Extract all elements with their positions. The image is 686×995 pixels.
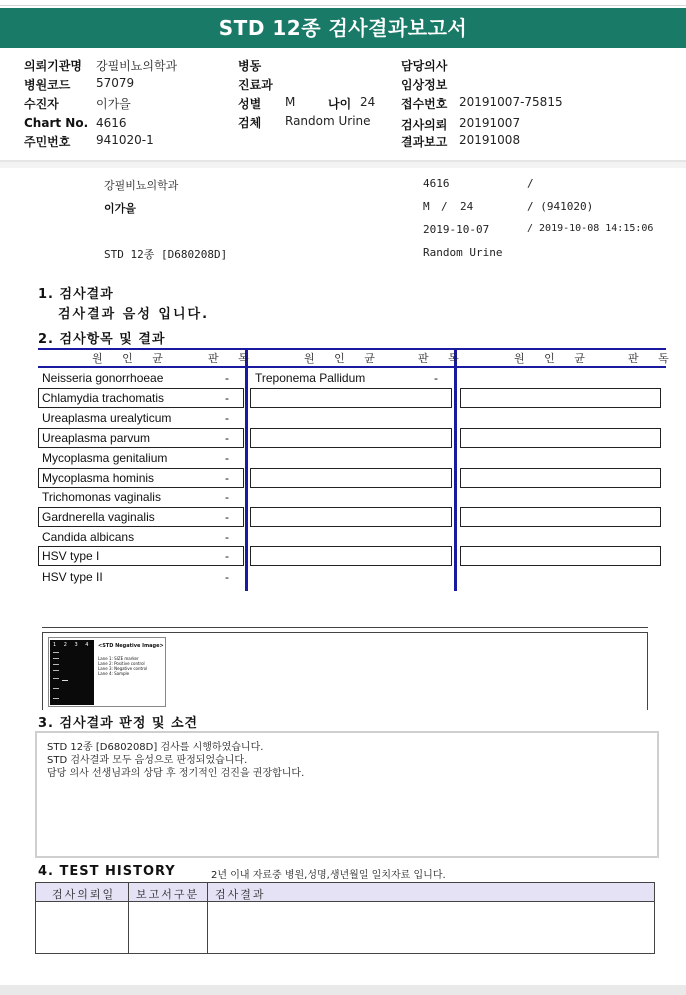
patient-label: 수진자 <box>24 97 59 111</box>
gel-band <box>53 652 59 653</box>
report-title: STD 12종 검사결과보고서 <box>0 8 686 48</box>
age-label: 나이 <box>328 97 352 111</box>
pathogen-name: Treponema Pallidum <box>255 371 366 385</box>
pathogen-name: Trichomonas vaginalis <box>42 490 161 504</box>
comment-line: STD 검사결과 모두 음성으로 판정되었습니다. <box>47 755 248 766</box>
gel-band <box>53 698 59 699</box>
pathogen-result: - <box>225 471 229 485</box>
receipt-value: 20191007-75815 <box>459 95 563 109</box>
summary-reported: / 2019-10-08 14:15:06 <box>527 223 654 234</box>
doctor-label: 담당의사 <box>401 59 448 73</box>
gel-legend-item: Lane 2: Positive control <box>98 661 145 666</box>
pathogen-name: Gardnerella vaginalis <box>42 510 155 524</box>
pathogen-result: - <box>225 490 229 504</box>
report-label: 결과보고 <box>401 135 448 149</box>
col1-head-judgement: 판 독 <box>208 352 257 365</box>
gel-title: <STD Negative Image> <box>98 643 164 649</box>
table-row <box>250 388 452 408</box>
gel-legend <box>98 656 147 676</box>
resident-label: 주민번호 <box>24 135 71 149</box>
gel-band <box>62 680 68 681</box>
hospital-code-value: 57079 <box>96 76 135 90</box>
pathogen-name: HSV type II <box>42 570 103 584</box>
pathogen-result: - <box>225 391 229 405</box>
col2-head-pathogen: 원 인 균 <box>304 352 383 365</box>
table-row <box>250 507 452 527</box>
pathogen-result: - <box>434 371 438 385</box>
table-row <box>460 428 661 448</box>
section1-result: 검사결과 음성 입니다. <box>58 307 210 322</box>
pathogen-result: - <box>225 411 229 425</box>
sex-value: M <box>285 95 296 109</box>
table-row <box>250 468 452 488</box>
specimen-label: 검체 <box>238 116 262 130</box>
table-row <box>460 546 661 566</box>
request-label: 검사의뢰 <box>401 118 448 132</box>
summary-slash-mid: / <box>441 200 448 213</box>
summary-patient: 이가을 <box>104 202 136 215</box>
resident-value: 941020-1 <box>96 133 154 147</box>
gel-band <box>53 658 59 659</box>
col3-head-judgement: 판 독 <box>628 352 677 365</box>
dept-label: 진료과 <box>238 78 273 92</box>
pathogen-result: - <box>225 451 229 465</box>
summary-chart: 4616 <box>423 177 450 190</box>
pathogen-name: Mycoplasma hominis <box>42 471 155 485</box>
table-row <box>460 507 661 527</box>
summary-birth: / (941020) <box>527 200 594 213</box>
header-shadow <box>0 162 686 168</box>
age-value: 24 <box>360 95 376 109</box>
section3-title: 3. 검사결과 판정 및 소견 <box>38 716 199 731</box>
sex-label: 성별 <box>238 97 262 111</box>
institution-label: 의뢰기관명 <box>24 59 82 73</box>
gel-legend-item: Lane 4: Sample <box>98 671 130 676</box>
table-row <box>460 468 661 488</box>
table-row <box>460 388 661 408</box>
image-top-rule <box>42 627 648 628</box>
gel-band <box>53 688 59 689</box>
table-row <box>250 428 452 448</box>
pathogen-result: - <box>225 371 229 385</box>
request-value: 20191007 <box>459 116 521 130</box>
clinical-label: 임상정보 <box>401 78 448 92</box>
pathogen-name: Mycoplasma genitalium <box>42 451 168 465</box>
history-note: 2년 이내 자료중 병원,성명,생년월일 일치자료 입니다. <box>211 870 446 881</box>
col2-head-judgement: 판 독 <box>418 352 467 365</box>
history-col-report-type: 보고서구분 <box>136 888 200 901</box>
summary-slash: / <box>527 177 534 190</box>
section4-title: 4. TEST HISTORY <box>38 864 176 879</box>
institution-value: 강필비뇨의학과 <box>96 59 178 73</box>
comment-line: STD 12종 [D680208D] 검사를 시행하였습니다. <box>47 742 264 753</box>
pathogen-name: Ureaplasma parvum <box>42 431 151 445</box>
history-col-request-date: 검사의뢰일 <box>52 888 116 901</box>
section1-title: 1. 검사결과 <box>38 287 114 302</box>
summary-received: 2019-10-07 <box>423 223 490 236</box>
pathogen-result: - <box>225 510 229 524</box>
gel-legend-item: Lane 3: Negative control <box>98 666 148 671</box>
pathogen-result: - <box>225 530 229 544</box>
pathogen-name: Candida albicans <box>42 530 135 544</box>
gel-lane-numbers: 1 2 3 4 <box>53 642 92 648</box>
pathogen-result: - <box>225 549 229 563</box>
comment-line: 담당 의사 선생님과의 상담 후 정기적인 검진을 권장합니다. <box>47 768 305 779</box>
hospital-code-label: 병원코드 <box>24 78 71 92</box>
gel-band <box>53 664 59 665</box>
table-row <box>250 546 452 566</box>
history-table-body <box>35 902 655 954</box>
specimen-value: Random Urine <box>285 114 371 128</box>
chart-value: 4616 <box>96 116 127 130</box>
section2-title: 2. 검사항목 및 결과 <box>38 332 166 347</box>
table-divider-2 <box>454 348 457 591</box>
pathogen-name: Neisseria gonorrhoeae <box>42 371 164 385</box>
chart-label: Chart No. <box>24 116 89 130</box>
pathogen-name: Chlamydia trachomatis <box>42 391 165 405</box>
bottom-strip <box>0 985 686 995</box>
history-col-result: 검사결과 <box>215 888 266 901</box>
ward-label: 병동 <box>238 59 262 73</box>
table-header-rule <box>38 366 666 368</box>
gel-legend-item: Lane 1: SIZE marker <box>98 656 139 661</box>
pathogen-name: HSV type I <box>42 549 100 563</box>
pathogen-name: Ureaplasma urealyticum <box>42 411 172 425</box>
image-right-rule <box>647 632 648 710</box>
report-value: 20191008 <box>459 133 521 147</box>
summary-test-name: STD 12종 [D680208D] <box>104 248 228 261</box>
gel-lanes <box>50 640 94 705</box>
col1-head-pathogen: 원 인 균 <box>92 352 171 365</box>
summary-institution: 강필비뇨의학과 <box>104 179 179 192</box>
summary-specimen: Random Urine <box>423 246 503 259</box>
gel-band <box>53 678 59 679</box>
table-divider-1 <box>245 348 248 591</box>
col3-head-pathogen: 원 인 균 <box>514 352 593 365</box>
pathogen-result: - <box>225 570 229 584</box>
title-top-line <box>0 0 686 6</box>
gel-band <box>53 670 59 671</box>
summary-age: 24 <box>460 200 474 213</box>
pathogen-result: - <box>225 431 229 445</box>
summary-sex: M <box>423 200 430 213</box>
patient-value: 이가을 <box>96 97 131 111</box>
receipt-label: 접수번호 <box>401 97 448 111</box>
